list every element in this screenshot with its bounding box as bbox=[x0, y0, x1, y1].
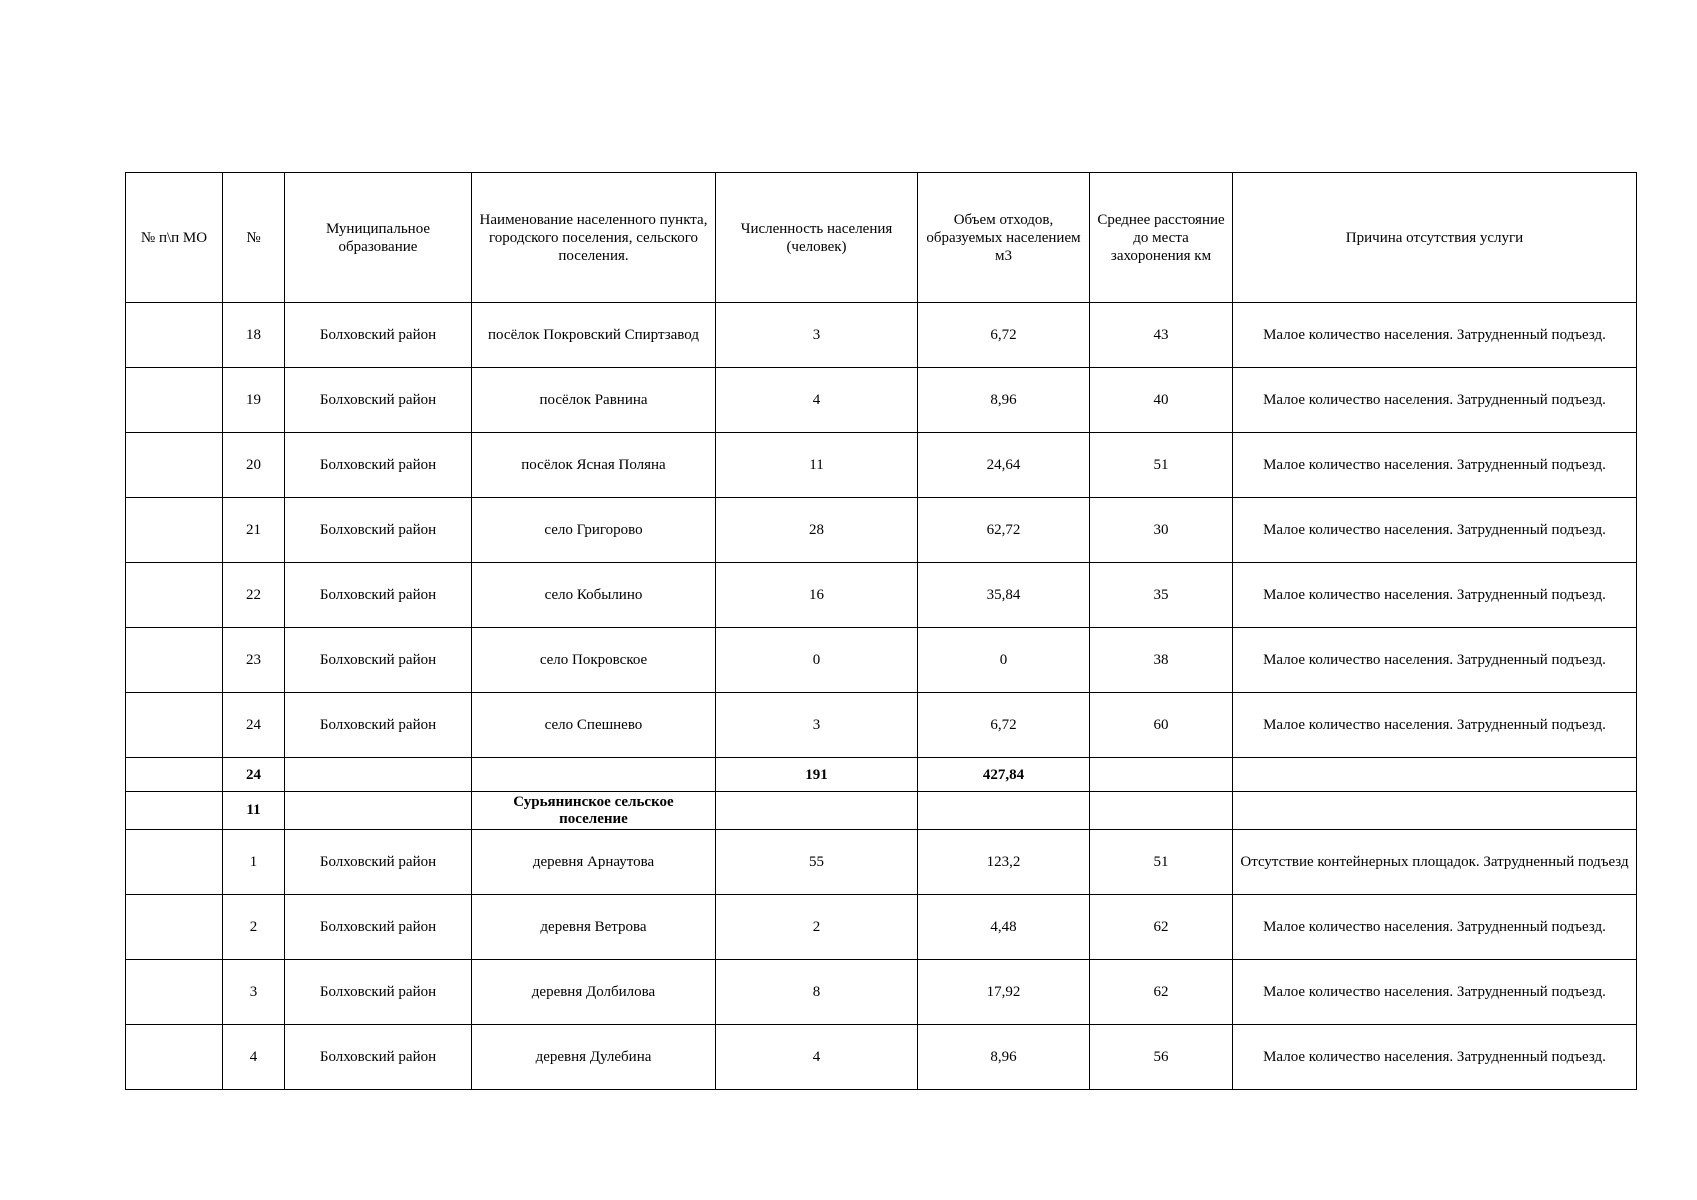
cell-population bbox=[716, 792, 918, 830]
cell-avg-distance bbox=[1090, 792, 1233, 830]
cell-number: 24 bbox=[223, 758, 285, 792]
cell-reason: Малое количество населения. Затрудненный подъезд. bbox=[1233, 1025, 1637, 1090]
cell-mo-index bbox=[126, 433, 223, 498]
cell-population: 11 bbox=[716, 433, 918, 498]
header-mo-index: № п\п МО bbox=[126, 173, 223, 303]
cell-population: 3 bbox=[716, 303, 918, 368]
cell-reason: Малое количество населения. Затрудненный подъезд. bbox=[1233, 960, 1637, 1025]
cell-waste-volume bbox=[918, 792, 1090, 830]
cell-municipality: Болховский район bbox=[285, 303, 472, 368]
cell-reason: Малое количество населения. Затрудненный подъезд. bbox=[1233, 693, 1637, 758]
cell-settlement-name: село Спешнево bbox=[472, 693, 716, 758]
table-row bbox=[126, 628, 1637, 693]
cell-mo-index bbox=[126, 563, 223, 628]
cell-waste-volume: 6,72 bbox=[918, 303, 1090, 368]
cell-population: 55 bbox=[716, 830, 918, 895]
cell-settlement-name: село Кобылино bbox=[472, 563, 716, 628]
cell-settlement-name: деревня Долбилова bbox=[472, 960, 716, 1025]
cell-population: 3 bbox=[716, 693, 918, 758]
cell-settlement-name: село Григорово bbox=[472, 498, 716, 563]
cell-avg-distance bbox=[1090, 758, 1233, 792]
cell-reason: Малое количество населения. Затрудненный подъезд. bbox=[1233, 303, 1637, 368]
cell-reason: Малое количество населения. Затрудненный подъезд. bbox=[1233, 628, 1637, 693]
cell-population: 0 bbox=[716, 628, 918, 693]
header-avg-distance: Среднее расстояние до места захоронения км bbox=[1090, 173, 1233, 303]
cell-population: 28 bbox=[716, 498, 918, 563]
cell-number: 4 bbox=[223, 1025, 285, 1090]
cell-municipality bbox=[285, 792, 472, 830]
cell-number: 2 bbox=[223, 895, 285, 960]
cell-municipality bbox=[285, 758, 472, 792]
table-row bbox=[126, 498, 1637, 563]
cell-waste-volume: 427,84 bbox=[918, 758, 1090, 792]
cell-settlement-name: деревня Ветрова bbox=[472, 895, 716, 960]
cell-waste-volume: 8,96 bbox=[918, 1025, 1090, 1090]
cell-mo-index bbox=[126, 498, 223, 563]
header-number: № bbox=[223, 173, 285, 303]
cell-avg-distance: 43 bbox=[1090, 303, 1233, 368]
cell-avg-distance: 51 bbox=[1090, 830, 1233, 895]
table-row bbox=[126, 830, 1637, 895]
header-municipality: Муниципальное образование bbox=[285, 173, 472, 303]
cell-number: 3 bbox=[223, 960, 285, 1025]
header-population: Численность населения (человек) bbox=[716, 173, 918, 303]
cell-settlement-name: Сурьянинское сельское поселение bbox=[472, 792, 716, 830]
section-header-row bbox=[126, 792, 1637, 830]
cell-number: 22 bbox=[223, 563, 285, 628]
cell-population: 4 bbox=[716, 368, 918, 433]
cell-number: 11 bbox=[223, 792, 285, 830]
cell-avg-distance: 35 bbox=[1090, 563, 1233, 628]
cell-avg-distance: 51 bbox=[1090, 433, 1233, 498]
cell-mo-index bbox=[126, 628, 223, 693]
cell-avg-distance: 62 bbox=[1090, 960, 1233, 1025]
cell-settlement-name bbox=[472, 758, 716, 792]
cell-reason: Малое количество населения. Затрудненный подъезд. bbox=[1233, 498, 1637, 563]
cell-settlement-name: посёлок Ясная Поляна bbox=[472, 433, 716, 498]
table-row bbox=[126, 1025, 1637, 1090]
table-row bbox=[126, 433, 1637, 498]
cell-waste-volume: 62,72 bbox=[918, 498, 1090, 563]
subtotal-row bbox=[126, 758, 1637, 792]
cell-municipality: Болховский район bbox=[285, 368, 472, 433]
cell-population: 191 bbox=[716, 758, 918, 792]
table-row bbox=[126, 693, 1637, 758]
header-waste-volume: Объем отходов, образуемых населением м3 bbox=[918, 173, 1090, 303]
cell-mo-index bbox=[126, 693, 223, 758]
cell-municipality: Болховский район bbox=[285, 1025, 472, 1090]
cell-municipality: Болховский район bbox=[285, 563, 472, 628]
cell-waste-volume: 0 bbox=[918, 628, 1090, 693]
cell-mo-index bbox=[126, 758, 223, 792]
cell-municipality: Болховский район bbox=[285, 830, 472, 895]
cell-number: 20 bbox=[223, 433, 285, 498]
cell-mo-index bbox=[126, 792, 223, 830]
table-row bbox=[126, 563, 1637, 628]
cell-population: 4 bbox=[716, 1025, 918, 1090]
cell-municipality: Болховский район bbox=[285, 693, 472, 758]
cell-settlement-name: село Покровское bbox=[472, 628, 716, 693]
cell-municipality: Болховский район bbox=[285, 433, 472, 498]
table-body bbox=[126, 303, 1637, 1090]
cell-reason: Отсутствие контейнерных площадок. Затрудненный подъезд bbox=[1233, 830, 1637, 895]
cell-number: 24 bbox=[223, 693, 285, 758]
table-row bbox=[126, 368, 1637, 433]
cell-settlement-name: посёлок Покровский Спиртзавод bbox=[472, 303, 716, 368]
table-row bbox=[126, 895, 1637, 960]
table-header bbox=[126, 173, 1637, 303]
table-row bbox=[126, 303, 1637, 368]
cell-reason: Малое количество населения. Затрудненный подъезд. bbox=[1233, 433, 1637, 498]
cell-avg-distance: 40 bbox=[1090, 368, 1233, 433]
header-row bbox=[126, 173, 1637, 303]
cell-waste-volume: 35,84 bbox=[918, 563, 1090, 628]
cell-settlement-name: деревня Дулебина bbox=[472, 1025, 716, 1090]
cell-reason: Малое количество населения. Затрудненный подъезд. bbox=[1233, 895, 1637, 960]
cell-avg-distance: 30 bbox=[1090, 498, 1233, 563]
cell-municipality: Болховский район bbox=[285, 960, 472, 1025]
cell-waste-volume: 8,96 bbox=[918, 368, 1090, 433]
cell-population: 8 bbox=[716, 960, 918, 1025]
cell-number: 18 bbox=[223, 303, 285, 368]
cell-avg-distance: 62 bbox=[1090, 895, 1233, 960]
cell-number: 21 bbox=[223, 498, 285, 563]
header-reason: Причина отсутствия услуги bbox=[1233, 173, 1637, 303]
cell-population: 2 bbox=[716, 895, 918, 960]
header-settlement-name: Наименование населенного пункта, городского поселения, сельского поселения. bbox=[472, 173, 716, 303]
cell-reason bbox=[1233, 758, 1637, 792]
cell-reason: Малое количество населения. Затрудненный подъезд. bbox=[1233, 563, 1637, 628]
cell-mo-index bbox=[126, 895, 223, 960]
cell-population: 16 bbox=[716, 563, 918, 628]
cell-mo-index bbox=[126, 368, 223, 433]
cell-mo-index bbox=[126, 960, 223, 1025]
cell-mo-index bbox=[126, 830, 223, 895]
cell-settlement-name: посёлок Равнина bbox=[472, 368, 716, 433]
cell-reason bbox=[1233, 792, 1637, 830]
cell-avg-distance: 38 bbox=[1090, 628, 1233, 693]
cell-number: 19 bbox=[223, 368, 285, 433]
cell-waste-volume: 6,72 bbox=[918, 693, 1090, 758]
table-row bbox=[126, 960, 1637, 1025]
cell-waste-volume: 4,48 bbox=[918, 895, 1090, 960]
cell-number: 23 bbox=[223, 628, 285, 693]
cell-settlement-name: деревня Арнаутова bbox=[472, 830, 716, 895]
cell-reason: Малое количество населения. Затрудненный подъезд. bbox=[1233, 368, 1637, 433]
cell-waste-volume: 24,64 bbox=[918, 433, 1090, 498]
cell-municipality: Болховский район bbox=[285, 895, 472, 960]
cell-mo-index bbox=[126, 303, 223, 368]
cell-avg-distance: 60 bbox=[1090, 693, 1233, 758]
cell-number: 1 bbox=[223, 830, 285, 895]
waste-report-table bbox=[125, 172, 1637, 1090]
cell-mo-index bbox=[126, 1025, 223, 1090]
cell-avg-distance: 56 bbox=[1090, 1025, 1233, 1090]
cell-municipality: Болховский район bbox=[285, 498, 472, 563]
cell-municipality: Болховский район bbox=[285, 628, 472, 693]
cell-waste-volume: 17,92 bbox=[918, 960, 1090, 1025]
cell-waste-volume: 123,2 bbox=[918, 830, 1090, 895]
